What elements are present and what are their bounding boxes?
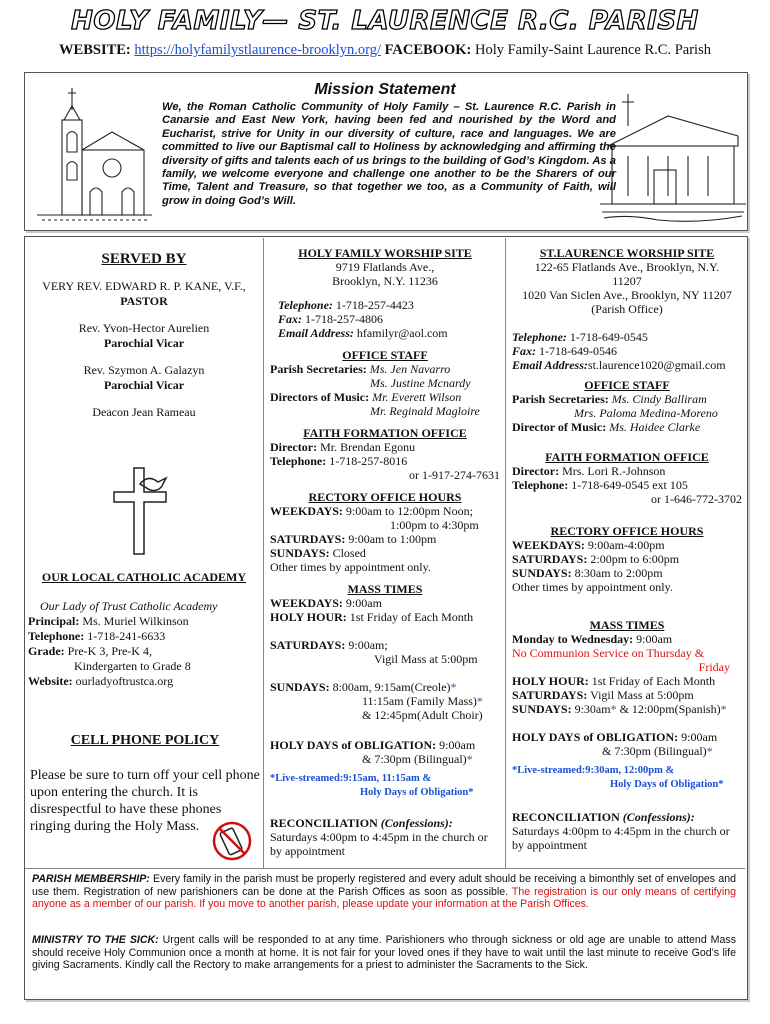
academy-website-row: Website: ourladyoftrustca.org [28,674,174,688]
sl-address2: 11207 [612,274,642,288]
st-laurence-section [512,246,742,852]
sl-recon-row: RECONCILIATION (Confessions): [512,810,695,824]
hf-email-row: Email Address: hfamilyr@aol.com [278,326,448,340]
hf-m-sun2: 11:15am (Family Mass)* [362,694,483,708]
cross-dove-icon [110,462,176,558]
sl-saturdays-row: SATURDAYS: 2:00pm to 6:00pm [512,552,680,566]
academy-heading: OUR LOCAL CATHOLIC ACADEMY [41,570,247,584]
hf-m-sat-row: SATURDAYS: 9:00am; [270,638,388,652]
hf-live2: Holy Days of Obligation* [360,787,474,798]
academy-grade-row: Grade: Pre-K 3, Pre-K 4, [28,644,152,658]
footer-divider [25,868,745,869]
sl-other: Other times by appointment only. [512,580,673,594]
hf-m-weekdays-row: WEEKDAYS: 9:00am [270,596,382,610]
sl-email-row: Email Address:st.laurence1020@gmail.com [512,358,726,372]
website-link[interactable]: https://holyfamilystlaurence-brooklyn.org/ [134,42,381,58]
hf-ff-heading: FAITH FORMATION OFFICE [303,426,467,440]
cell-policy-heading: CELL PHONE POLICY [70,733,220,748]
sl-rectory-heading: RECTORY OFFICE HOURS [550,524,704,538]
sl-m-sun-row: SUNDAYS: 9:30am* & 12:00pm(Spanish)* [512,702,727,716]
mission-text: We, the Roman Catholic Community of Holy Family – St. Laurence R.C. Parish in Canarsie and East New York, having been fed and nourished by the Word and Eucharist, strive for Unity in our diversity of culture, race and languages. We are committed to live our Baptismal call to Holiness by acknowledging and affirming the diversity of gifts and talents each of us brings to the building of God’s Kingdom. As a family, we welcome everyone and challenge one another to be the Sharers of our Time, Talent and Treasure, so that together we too, as a Community of Faith, will grow in doing God’s Will. [162,101,616,207]
academy-name: Our Lady of Trust Catholic Academy [40,599,218,613]
sl-ff-heading: FAITH FORMATION OFFICE [545,450,709,464]
cell-policy-text: Please be sure to turn off your cell phone upon entering the church. It is disrespectful to have these phones ringing during the Holy Mass. [30,768,260,834]
pastor-title: PASTOR [120,294,168,308]
sl-hdo2: & 7:30pm (Bilingual)* [602,744,713,758]
membership-paragraph [32,873,736,911]
hf-music2: Mr. Reginald Magloire [370,404,480,418]
column-divider [263,238,264,868]
hf-m-sat2: Vigil Mass at 5:00pm [374,652,478,666]
sl-m-sat-row: SATURDAYS: Vigil Mass at 5:00pm [512,688,694,702]
website-label: WEBSITE: [59,42,131,58]
hf-saturdays-row: SATURDAYS: 9:00am to 1:00pm [270,532,437,546]
hf-m-sun3: & 12:45pm(Adult Choir) [362,708,483,722]
hf-music-row: Directors of Music: Mr. Everett Wilson [270,390,462,404]
hf-ff-tel-row: Telephone: 1-718-257-8016 [270,454,408,468]
hf-m-sun-row: SUNDAYS: 8:00am, 9:15am(Creole)* [270,680,457,694]
sl-sec-row: Parish Secretaries: Ms. Cindy Balliram [512,392,707,406]
hf-other: Other times by appointment only. [270,560,431,574]
sl-hdo-row: HOLY DAYS of OBLIGATION: 9:00am [512,730,718,744]
page-title: HOLY FAMILY— ST. LAURENCE R.C. PARISH [71,6,699,36]
vicar2-title: Parochial Vicar [103,378,185,392]
academy-phone-row: Telephone: 1-718-241-6633 [28,629,166,643]
hf-office-heading: OFFICE STAFF [342,348,428,362]
hf-sec-row: Parish Secretaries: Ms. Jen Navarro [270,362,451,376]
sl-fax-row: Fax: 1-718-649-0546 [512,344,617,358]
academy-section [28,570,260,689]
sl-address1: 122-65 Flatlands Ave., Brooklyn, N.Y. [534,260,720,274]
sl-ff-tel-row: Telephone: 1-718-649-0545 ext 105 [512,478,688,492]
hf-holyhour-row: HOLY HOUR: 1st Friday of Each Month [270,610,474,624]
hf-ff-dir-row: Director: Mr. Brendan Egonu [270,440,416,454]
facebook-label: FACEBOOK: [384,42,472,58]
sl-holyhour-row: HOLY HOUR: 1st Friday of Each Month [512,674,716,688]
pastor-name: VERY REV. EDWARD R. P. KANE, V.F., [42,279,246,293]
sl-live1: *Live-streamed:9:30am, 12:00pm & [512,765,675,776]
sick-text: Urgent calls will be responded to at any time. Parishioners who through sickness or old age are unable to attend Mass should receive Holy Communion once a month at home. It is not fair for your loved ones if they have to wait until the last minute to receive God’s life giving Sacraments. Kindly call the Rectory to make arrangements for a priest to administer the Sacraments to the Sick. [32,934,736,972]
sl-address3: 1020 Van Siclen Ave., Brooklyn, NY 11207 [522,288,732,302]
sl-heading: ST.LAURENCE WORSHIP SITE [539,246,715,260]
sl-tel-row: Telephone: 1-718-649-0545 [512,330,648,344]
church-illustration [32,80,157,225]
membership-red-text: The registration is our only means of certifying anyone as a member of our parish. If you move to another parish, please update your information at the Parish Offices. [32,885,736,911]
sl-nocomm2: Friday [698,660,730,674]
hf-address1: 9719 Flatlands Ave., [335,260,435,274]
mission-title: Mission Statement [314,81,456,98]
vicar1-title: Parochial Vicar [103,336,185,350]
facebook-value: Holy Family-Saint Laurence R.C. Parish [474,42,711,58]
sl-dre-row: Director of Music: Ms. Haidee Clarke [512,420,701,434]
hf-hdo2: & 7:30pm (Bilingual)* [362,752,473,766]
hf-heading: HOLY FAMILY WORSHIP SITE [298,246,472,260]
hf-recon-text: Saturdays 4:00pm to 4:45pm in the church or by appointment [270,830,488,858]
vicar2-name: Rev. Szymon A. Galazyn [83,363,205,377]
sl-office-heading: OFFICE STAFF [584,378,670,392]
sl-address4: (Parish Office) [591,302,663,316]
holy-family-section [270,246,500,858]
hf-weekdays-row: WEEKDAYS: 9:00am to 12:00pm Noon; [270,504,473,518]
hf-tel-row: Telephone: 1-718-257-4423 [278,298,414,312]
hf-ff-tel2: or 1-917-274-7631 [409,468,500,482]
hf-sundays-row: SUNDAYS: Closed [270,546,366,560]
contact-line [0,42,770,59]
sl-mass-heading: MASS TIMES [589,618,665,632]
academy-grade-row2: Kindergarten to Grade 8 [74,659,191,673]
sl-live2: Holy Days of Obligation* [610,779,724,790]
sl-nocomm1: No Communion Service on Thursday & [512,646,705,660]
deacon-name: Deacon Jean Rameau [92,405,196,419]
sick-paragraph [32,934,736,972]
hf-sec2: Ms. Justine Mcnardy [370,376,471,390]
st-laurence-building-illustration [598,86,748,228]
no-phone-icon [210,820,254,862]
academy-principal-row: Principal: Ms. Muriel Wilkinson [28,614,189,628]
sl-weekdays-row: WEEKDAYS: 9:00am-4:00pm [512,538,665,552]
sick-label: MINISTRY TO THE SICK: [32,934,159,946]
sl-ff-tel2: or 1-646-772-3702 [651,492,742,506]
hf-recon-row: RECONCILIATION (Confessions): [270,816,453,830]
hf-mass-heading: MASS TIMES [347,582,423,596]
sl-m-mf-row: Monday to Wednesday: 9:00am [512,632,673,646]
hf-live1: *Live-streamed:9:15am, 11:15am & [270,773,432,784]
hf-address2: Brooklyn, N.Y. 11236 [332,274,438,288]
sl-recon-text: Saturdays 4:00pm to 4:45pm in the church or by appointment [512,824,730,852]
served-by-heading: SERVED BY [101,251,187,267]
hf-hdo-row: HOLY DAYS of OBLIGATION: 9:00am [270,738,476,752]
column-divider [505,238,506,868]
hf-fax-row: Fax: 1-718-257-4806 [278,312,383,326]
hf-weekdays2: 1:00pm to 4:30pm [390,518,479,532]
sl-ff-dir-row: Director: Mrs. Lori R.-Johnson [512,464,666,478]
sl-sec2: Mrs. Paloma Medina-Moreno [574,406,718,420]
vicar1-name: Rev. Yvon-Hector Aurelien [78,321,210,335]
membership-text: Every family in the parish must be properly registered and every adult should be receiving a bimonthly set of envelopes and use them. Registration of new parishioners can be done at the Parish Offices as soon as possible. [32,873,736,898]
served-by-section [28,252,260,420]
hf-rectory-heading: RECTORY OFFICE HOURS [308,490,462,504]
membership-label: PARISH MEMBERSHIP: [32,873,150,885]
sl-sundays-row: SUNDAYS: 8:30am to 2:00pm [512,566,663,580]
